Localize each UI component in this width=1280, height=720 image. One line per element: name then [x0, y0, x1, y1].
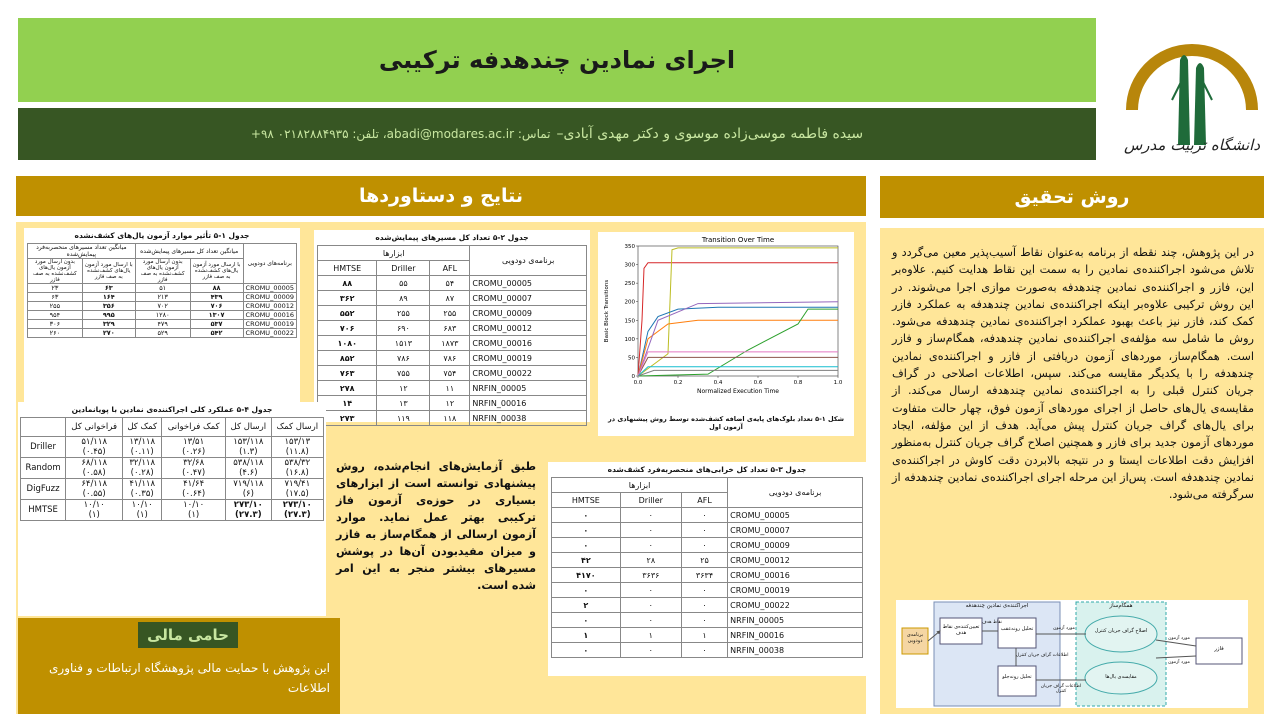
- row-name: CROMU_00019: [728, 583, 863, 598]
- table-cell: ۱: [552, 628, 621, 643]
- y-tick-label: 350: [624, 244, 635, 250]
- diagram-target: تعیین‌کننده‌ی نقاط هدف: [942, 624, 980, 636]
- table-cell: ۱۱۸: [430, 411, 470, 426]
- table-cell: ۰: [552, 583, 621, 598]
- table-row: [28, 293, 297, 302]
- t1-cell: ۵۱: [135, 284, 190, 293]
- diagram-edge-cfg: اطلاعات گراف جریان کنترل: [1016, 653, 1069, 658]
- row-name: Random: [21, 458, 66, 479]
- t1-cell: ۴۷۹: [135, 320, 190, 329]
- table-cell: [271, 500, 323, 521]
- table-cell: ۱۱: [430, 381, 470, 396]
- cell-ratio: ۴۱/۶۴: [183, 479, 205, 489]
- row-name: CROMU_00007: [728, 523, 863, 538]
- t1-cell: ۵۴۲: [190, 329, 243, 338]
- table-cell: [162, 500, 226, 521]
- table-row: [552, 643, 863, 658]
- table-row: [318, 351, 587, 366]
- diagram-analyzer: تحلیل رونه‌عقب: [1000, 626, 1034, 632]
- table-row: [552, 553, 863, 568]
- table-cell: ۰: [620, 583, 681, 598]
- diagram-edge-test3: مورد آزمون: [1168, 660, 1190, 665]
- t1-cell: ۱۶۴: [82, 293, 135, 302]
- t1-group-a: میانگین تعداد کل مسیرهای پیمایش‌شده: [135, 244, 243, 259]
- table-cell: ۷۵۵: [377, 366, 430, 381]
- table-cell: ۱۱۹: [377, 411, 430, 426]
- t1-cell: ۴۳۹: [190, 293, 243, 302]
- table-cell: ۷۰۶: [318, 321, 377, 336]
- table-cell: ۱: [620, 628, 681, 643]
- table-cell: ۰: [620, 613, 681, 628]
- table-cell: ۴۱۷۰: [552, 568, 621, 583]
- cell-value: (۱۷.۵): [285, 489, 309, 499]
- row-name: NRFIN_00005: [728, 613, 863, 628]
- y-tick-label: 0: [631, 374, 635, 380]
- table-cell: ۰: [681, 598, 727, 613]
- table-row: [552, 628, 863, 643]
- cell-ratio: ۱۰/۱۰: [83, 500, 105, 510]
- t1-name: CROMU_00005: [243, 284, 296, 293]
- row-name: NRFIN_00038: [470, 411, 587, 426]
- t1-cell: ۹۵۴: [28, 311, 83, 320]
- t4-col: کمک فراخوانی: [162, 418, 226, 437]
- cell-ratio: ۵۳۸/۱۱۸: [233, 458, 264, 468]
- t4-col: کمک کل: [123, 418, 162, 437]
- table-row: [21, 479, 324, 500]
- table-cell: ۵۵۲: [318, 306, 377, 321]
- t1-cell: ۷۰۲: [135, 302, 190, 311]
- t1-cell: ۲۵۵: [28, 302, 83, 311]
- table2: [314, 230, 590, 422]
- table-cell: ۱۲: [430, 396, 470, 411]
- cell-ratio: ۱۳/۱۱۸: [129, 437, 156, 447]
- table-cell: [271, 458, 323, 479]
- cell-value: (۲۷.۳): [284, 510, 311, 520]
- row-name: CROMU_00005: [470, 276, 587, 291]
- cell-value: (۰.۱۱): [130, 447, 154, 457]
- chart-title: Transition Over Time: [701, 236, 775, 244]
- diagram-edge-test2: مورد آزمون: [1168, 636, 1190, 641]
- table-cell: ۰: [552, 523, 621, 538]
- cell-ratio: ۳۲/۶۸: [183, 458, 205, 468]
- table-row: [318, 336, 587, 351]
- table-cell: [271, 437, 323, 458]
- table-cell: ۰: [681, 538, 727, 553]
- t1-name: CROMU_00012: [243, 302, 296, 311]
- row-name: CROMU_00022: [728, 598, 863, 613]
- table-row: [552, 568, 863, 583]
- table-cell: ۲۵: [681, 553, 727, 568]
- table1-caption: جدول ۱-۵ تأثیر موارد آزمون یال‌های کشف‌نشده: [74, 231, 250, 240]
- table-cell: ۰: [681, 613, 727, 628]
- table4-caption: جدول ۴-۵ عملکرد کلی اجراکننده‌ی نمادین با پویانمادین: [71, 405, 273, 414]
- table-cell: ۰: [620, 643, 681, 658]
- x-tick-label: 0.0: [633, 380, 643, 386]
- t1-cell: ۷۰۶: [190, 302, 243, 311]
- t1-cell: ۸۸: [190, 284, 243, 293]
- y-tick-label: 250: [624, 281, 635, 288]
- t1-name: CROMU_00009: [243, 293, 296, 302]
- t1-sub-with-b: با ارسال مورد آزمون یال‌های کشف‌نشده به صف فازر: [82, 259, 135, 284]
- t4-col: ارسال کمک: [271, 418, 323, 437]
- cell-value: (۱): [136, 510, 148, 520]
- table-cell: [271, 479, 323, 500]
- t2-col-afl: AFL: [430, 261, 470, 276]
- t1-cell: ۳۰۶: [28, 320, 83, 329]
- t3-col-program: برنامه‌ی دودویی: [728, 478, 863, 508]
- row-name: CROMU_00012: [470, 321, 587, 336]
- table-row: [552, 598, 863, 613]
- cell-value: (۴.۶): [239, 468, 258, 478]
- t1-cell: ۵۲۹: [135, 329, 190, 338]
- t1-cell: ۲۱۳: [135, 293, 190, 302]
- cell-ratio: ۱۰/۱۰: [183, 500, 205, 510]
- table-cell: ۷۵۴: [430, 366, 470, 381]
- table-cell: ۶۸۳: [430, 321, 470, 336]
- y-tick-label: 50: [628, 355, 635, 362]
- table-cell: ۸۵۲: [318, 351, 377, 366]
- table-cell: ۵۵: [377, 276, 430, 291]
- table-cell: ۲۷۳: [318, 411, 377, 426]
- table-row: [318, 306, 587, 321]
- table-row: [552, 508, 863, 523]
- table-row: [318, 321, 587, 336]
- row-name: CROMU_00005: [728, 508, 863, 523]
- table-cell: [226, 479, 272, 500]
- cell-value: (۰.۴۵): [82, 447, 106, 457]
- y-tick-label: 200: [624, 299, 635, 306]
- table-row: [318, 411, 587, 426]
- table-cell: [123, 479, 162, 500]
- table-row: [552, 523, 863, 538]
- table-row: [318, 396, 587, 411]
- row-name: CROMU_00009: [728, 538, 863, 553]
- diagram-fuzzer: فازر: [1214, 646, 1224, 652]
- poster-title: اجرای نمادین چندهدفه ترکیبی: [378, 46, 736, 74]
- t1-name: CROMU_00016: [243, 311, 296, 320]
- table-cell: [66, 479, 123, 500]
- cell-ratio: ۴۱/۱۱۸: [129, 479, 156, 489]
- cell-ratio: ۵۳۸/۳۲: [284, 458, 311, 468]
- t2-col-hmtse: HMTSE: [318, 261, 377, 276]
- cell-ratio: ۱۵۳/۱۱۸: [233, 437, 264, 447]
- table-cell: ۳۶۳۴: [681, 568, 727, 583]
- table-cell: [123, 500, 162, 521]
- t3-col-driller: Driller: [620, 493, 681, 508]
- x-tick-label: 1.0: [833, 380, 843, 386]
- table-row: [318, 276, 587, 291]
- table-cell: ۰: [681, 523, 727, 538]
- table-row: [21, 458, 324, 479]
- table-cell: [226, 500, 272, 521]
- t2-col-driller: Driller: [377, 261, 430, 276]
- table-cell: ۶۹۰: [377, 321, 430, 336]
- cell-value: (۲۷.۳): [235, 510, 262, 520]
- t3-tools: ابزارها: [552, 478, 728, 493]
- t1-group-b: میانگین تعداد مسیرهای منحصربه‌فرد پیمایش‌شده: [28, 244, 136, 259]
- method-body: در این پژوهش، چند نقطه از برنامه به‌عنوان نقاط آسیب‌پذیر معین می‌گردد و تلاش می‌شود اجراکننده‌ی نمادین را به سمت این نقاط هدایت کنیم. علاوه‌بر این، فازر و اجراکننده‌ی نمادین چندهدفه به‌صورت موازی اجرا می‌شوند. در این روش ترکیبی علاوه‌بر اینکه اجراکننده‌ی نمادین چندهدفه به عملکرد فازر کمک کند، فازر نیز باعث بهبود عملکرد اجراکننده‌ی نمادین چندهدفه می‌شود. روش ما شامل سه مؤلفه‌ی اجراکننده‌ی نمادین چندهدفه، همگام‌ساز و فازر است. همگام‌ساز، موردهای آزمون دریافتی از فازر و اجراکننده‌ی نمادین چندهدفه را با یکدیگر مقایسه می‌کند. سپس، اطلاعات اصلاحی در گراف جریان کنترل قبلی را به اجراکننده‌ی نمادین چندهدفه ارسال می‌کند. از مقایسه‌ی یال‌های حاصل از اجرای موردهای آزمون فوق، چهار حالت متفاوت برای یال‌های گراف جریان کنترل پیش می‌آید. هدف از این مؤلفه، ایجاد موردهای آزمون جدید برای فازر و همچنین اصلاح گراف جریان کنترل به‌منظور افزایش دقت اطلاعات ایستا و در نتیجه بالابردن دقت کاوش در اجراکننده‌ی نمادین چندهدفه است. پس‌از این مرحله اجرای اجراکننده‌ی نمادین چندهدفه از سرگرفته می‌شود.: [892, 246, 1254, 502]
- row-name: CROMU_00009: [470, 306, 587, 321]
- table-cell: [66, 500, 123, 521]
- table-cell: ۸۸: [318, 276, 377, 291]
- funder-box: [18, 618, 340, 714]
- table-cell: ۲: [552, 598, 621, 613]
- cell-value: (۱۶.۸): [285, 468, 309, 478]
- row-name: DigFuzz: [21, 479, 66, 500]
- table-row: [318, 381, 587, 396]
- table-cell: ۷۸۶: [377, 351, 430, 366]
- table-row: [552, 613, 863, 628]
- method-heading: روش تحقیق: [1014, 186, 1130, 208]
- table-cell: ۷۶۳: [318, 366, 377, 381]
- table-cell: [226, 458, 272, 479]
- table-cell: [66, 458, 123, 479]
- table-cell: [66, 437, 123, 458]
- t1-col-program: برنامه‌های دودویی: [243, 244, 296, 284]
- chart-caption: شکل ۱-۵ تعداد بلوک‌های پایه‌ی اضافه کشف‌شده توسط روش پیشنهادی در آزمون اول: [608, 415, 844, 431]
- table-cell: ۰: [620, 598, 681, 613]
- diagram-sync-title: همگام‌ساز: [1109, 603, 1133, 609]
- table-cell: ۵۴: [430, 276, 470, 291]
- cell-value: (۱): [188, 510, 200, 520]
- diagram-edge-test: مورد آزمون: [1053, 626, 1075, 631]
- t1-cell: ۱۳۰۷: [190, 311, 243, 320]
- table-cell: ۰: [620, 538, 681, 553]
- cell-ratio: ۲۷۳/۱۰: [233, 500, 263, 510]
- cell-value: (۰.۵۵): [82, 489, 106, 499]
- table-row: [28, 311, 297, 320]
- diagram-forward: تحلیل رونه‌جلو: [1002, 674, 1032, 680]
- table4: [18, 402, 326, 616]
- t1-cell: ۲۶۰: [28, 329, 83, 338]
- chart-box: [598, 232, 854, 436]
- diagram-program: برنامه‌ی دودویی: [906, 632, 924, 644]
- results-heading-bar: [16, 176, 866, 216]
- t1-cell: ۵۳۷: [190, 320, 243, 329]
- row-name: HMTSE: [21, 500, 66, 521]
- table1: [24, 228, 300, 404]
- cell-ratio: ۷۱۹/۴۱: [284, 479, 311, 489]
- cell-ratio: ۱۵۳/۱۳: [284, 437, 311, 447]
- cell-ratio: ۶۸/۱۱۸: [81, 458, 108, 468]
- cell-ratio: ۳۲/۱۱۸: [129, 458, 156, 468]
- row-name: NRFIN_00016: [728, 628, 863, 643]
- diagram-fixer: اصلاح گراف جریان کنترل: [1094, 628, 1148, 634]
- x-tick-label: 0.2: [673, 380, 683, 386]
- cell-value: (۶): [242, 489, 254, 499]
- cell-ratio: ۱۳/۵۱: [183, 437, 205, 447]
- row-name: CROMU_00016: [470, 336, 587, 351]
- table3: [548, 462, 866, 676]
- cell-ratio: ۵۱/۱۱۸: [81, 437, 108, 447]
- t3-col-hmtse: HMTSE: [552, 493, 621, 508]
- t1-sub-without-b: بدون ارسال مورد آزمون یال‌های کشف‌نشده به صف فازر: [28, 259, 83, 284]
- table-cell: ۰: [620, 508, 681, 523]
- logo-text: دانشگاه تربیت مدرس: [1124, 136, 1260, 154]
- table-cell: ۲۷۸: [318, 381, 377, 396]
- row-name: NRFIN_00016: [470, 396, 587, 411]
- contact-info: تماس: abadi@modares.ac.ir، تلفن: ۰۲۱۸۲۸۸۴۹۳۵ ۹۸+: [250, 127, 551, 141]
- method-diagram: [896, 600, 1248, 708]
- row-name: CROMU_00016: [728, 568, 863, 583]
- university-logo: [1118, 40, 1266, 166]
- method-heading-bar: [880, 176, 1264, 218]
- table-row: [552, 583, 863, 598]
- y-tick-label: 150: [624, 318, 635, 325]
- diagram-compare: مقایسه‌ی یال‌ها: [1105, 674, 1137, 680]
- funder-heading: حامی مالی: [138, 622, 238, 648]
- table-cell: ۰: [620, 523, 681, 538]
- cell-value: (۰.۴۷): [182, 468, 206, 478]
- diagram-edge-fix: اطلاعات گراف جریان کنترل: [1040, 684, 1082, 694]
- row-name: CROMU_00019: [470, 351, 587, 366]
- row-name: NRFIN_00005: [470, 381, 587, 396]
- table-cell: ۰: [681, 643, 727, 658]
- cell-ratio: ۱۰/۱۰: [131, 500, 153, 510]
- table3-caption: جدول ۳-۵ تعداد کل خرابی‌های منحصربه‌فرد کشف‌شده: [607, 465, 807, 474]
- t3-col-afl: AFL: [681, 493, 727, 508]
- row-name: CROMU_00012: [728, 553, 863, 568]
- table-cell: ۰: [681, 508, 727, 523]
- table-row: [552, 538, 863, 553]
- t1-cell: ۹۹۵: [82, 311, 135, 320]
- y-tick-label: 100: [624, 336, 635, 343]
- cell-value: (۰.۲۸): [130, 468, 154, 478]
- table-row: [318, 291, 587, 306]
- table-cell: ۱: [681, 628, 727, 643]
- table-cell: ۰: [552, 538, 621, 553]
- t2-tools: ابزارها: [318, 246, 470, 261]
- y-tick-label: 300: [624, 262, 635, 269]
- t1-cell: ۳۲۹: [82, 320, 135, 329]
- table-row: [21, 437, 324, 458]
- table2-caption: جدول ۲-۵ تعداد کل مسیرهای پیمایش‌شده: [375, 233, 529, 242]
- authors: سیده فاطمه موسی‌زاده موسوی و دکتر مهدی آبادی–: [556, 126, 864, 142]
- t2-col-program: برنامه‌ی دودویی: [470, 246, 587, 276]
- cell-value: (۰.۵۸): [82, 468, 106, 478]
- table-cell: ۸۹: [377, 291, 430, 306]
- table-cell: [162, 458, 226, 479]
- title-bar: [18, 18, 1096, 102]
- table-cell: ۱۴: [318, 396, 377, 411]
- t1-cell: ۳۵۶: [82, 302, 135, 311]
- table-cell: ۲۸: [620, 553, 681, 568]
- table-cell: [162, 437, 226, 458]
- table-cell: ۱۸۷۳: [430, 336, 470, 351]
- t1-sub-with-a: با ارسال مورد آزمون یال‌های کشف‌نشده به صف فازر: [190, 259, 243, 284]
- cell-value: (۱۱.۸): [285, 447, 309, 457]
- t4-col: ارسال کل: [226, 418, 272, 437]
- table-cell: ۲۵۵: [430, 306, 470, 321]
- x-tick-label: 0.6: [753, 380, 763, 386]
- x-axis-label: Normalized Execution Time: [697, 388, 779, 395]
- cell-ratio: ۲۷۳/۱۰: [282, 500, 312, 510]
- y-axis-label: Basic Block Transitions: [604, 279, 610, 343]
- table-cell: ۱۲: [377, 381, 430, 396]
- table-cell: ۰: [552, 613, 621, 628]
- table-row: [28, 320, 297, 329]
- table-cell: ۷۸۶: [430, 351, 470, 366]
- table-cell: ۴۲: [552, 553, 621, 568]
- table-row: [28, 329, 297, 338]
- t1-cell: ۲۳: [28, 284, 83, 293]
- t1-name: CROMU_00019: [243, 320, 296, 329]
- table-cell: ۳۶۲: [318, 291, 377, 306]
- row-name: CROMU_00022: [470, 366, 587, 381]
- t1-cell: ۱۲۸۰: [135, 311, 190, 320]
- t4-col: فراخوانی کل: [66, 418, 123, 437]
- table-row: [28, 302, 297, 311]
- cell-ratio: ۷۱۹/۱۱۸: [233, 479, 264, 489]
- t1-name: CROMU_00022: [243, 329, 296, 338]
- author-bar: [18, 108, 1096, 160]
- table-row: [28, 284, 297, 293]
- table-row: [21, 500, 324, 521]
- x-tick-label: 0.4: [713, 380, 723, 386]
- cell-value: (۰.۶۴): [182, 489, 206, 499]
- funder-body: این پژوهش با حمایت مالی پژوهشگاه ارتباطات و فناوری اطلاعات: [49, 661, 330, 695]
- transition-chart: [598, 232, 854, 410]
- table-cell: ۳۶۳۶: [620, 568, 681, 583]
- row-name: CROMU_00007: [470, 291, 587, 306]
- table-cell: ۰: [552, 508, 621, 523]
- cell-ratio: ۶۴/۱۱۸: [81, 479, 108, 489]
- table-cell: ۸۷: [430, 291, 470, 306]
- table-cell: [226, 437, 272, 458]
- diagram-edge-target: نقاط هدف: [982, 620, 1002, 625]
- results-body: طبق آزمایش‌های انجام‌شده، روش پیشنهادی توانسته است از ابزارهای بسیاری در حوزه‌ی آزمون فاز ترکیبی بهتر عمل نماید. موارد آزمون ارسالی از همگام‌ساز به فازر و میزان مفیدبودن آن‌ها در پوشش مسیرهای بیشتر منجر به این امر شده است.: [336, 460, 536, 592]
- table-cell: ۰: [552, 643, 621, 658]
- row-name: Driller: [21, 437, 66, 458]
- t4-corner: [21, 418, 66, 437]
- row-name: NRFIN_00038: [728, 643, 863, 658]
- cell-value: (۱.۳): [239, 447, 258, 457]
- diagram-executor-title: اجراکننده‌ی نمادین چندهدفه: [965, 603, 1029, 609]
- table-cell: [123, 437, 162, 458]
- t1-cell: ۲۷۰: [82, 329, 135, 338]
- cell-value: (۰.۳۵): [130, 489, 154, 499]
- cell-value: (۰.۲۶): [182, 447, 206, 457]
- table-cell: [162, 479, 226, 500]
- table-cell: ۱۳: [377, 396, 430, 411]
- table-cell: ۰: [681, 583, 727, 598]
- t1-cell: ۶۳: [28, 293, 83, 302]
- t1-sub-without-a: بدون ارسال مورد آزمون یال‌های کشف‌نشده به صف فازر: [135, 259, 190, 284]
- table-cell: [123, 458, 162, 479]
- table-cell: ۱۰۸۰: [318, 336, 377, 351]
- cell-value: (۱): [88, 510, 100, 520]
- table-cell: ۱۵۱۳: [377, 336, 430, 351]
- table-cell: ۲۵۵: [377, 306, 430, 321]
- results-heading: نتایج و دستاوردها: [358, 185, 524, 207]
- x-tick-label: 0.8: [793, 380, 803, 386]
- t1-cell: ۶۳: [82, 284, 135, 293]
- table-row: [318, 366, 587, 381]
